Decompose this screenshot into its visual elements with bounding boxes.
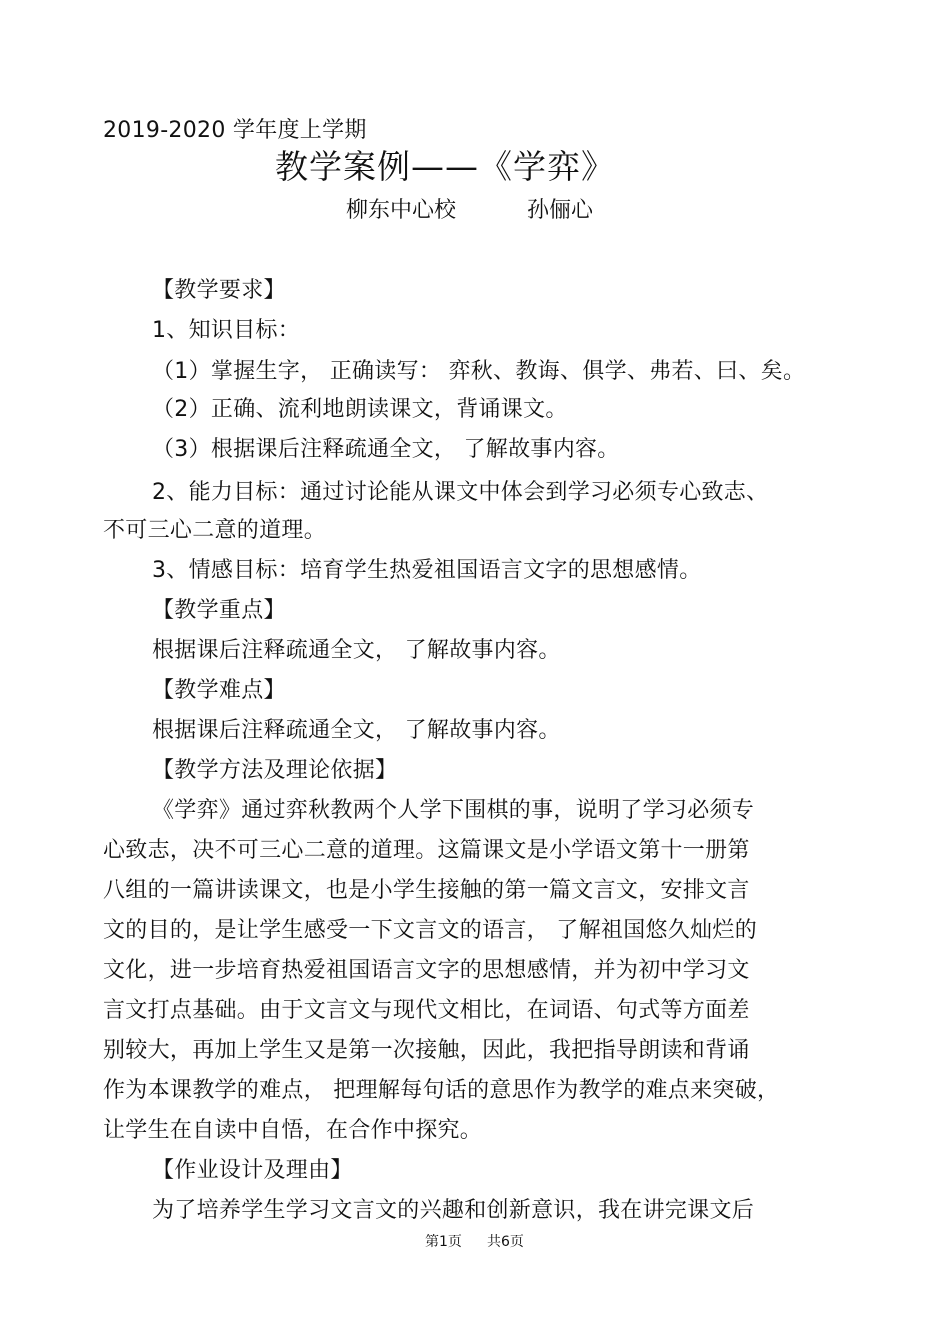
paragraph-line: 不可三心二意的道理。 <box>103 518 327 543</box>
school-year: 2019-2020 学年度上学期 <box>103 118 367 143</box>
document-title: 教学案例——《学弈》 <box>275 147 615 186</box>
author-name: 孙俪心 <box>527 198 594 223</box>
school-name: 柳东中心校 <box>346 198 457 223</box>
paragraph-line: （2）正确、流利地朗读课文，背诵课文。 <box>152 397 568 422</box>
paragraph-line: 3、情感目标：培育学生热爱祖国语言文字的思想感情。 <box>152 558 702 583</box>
paragraph-line: 作为本课教学的难点， 把理解每句话的意思作为教学的难点来突破， <box>103 1078 780 1103</box>
section-heading: 【教学重点】 <box>152 598 286 623</box>
paragraph-line: 言文打点基础。由于文言文与现代文相比，在词语、句式等方面差 <box>103 998 750 1023</box>
section-heading: 【教学要求】 <box>152 278 286 303</box>
section-heading: 【作业设计及理由】 <box>152 1158 353 1183</box>
paragraph-line: （3）根据课后注释疏通全文， 了解故事内容。 <box>152 437 620 462</box>
paragraph-line: 别较大，再加上学生又是第一次接触，因此，我把指导朗读和背诵 <box>103 1038 750 1063</box>
section-heading: 【教学难点】 <box>152 678 286 703</box>
page-total: 共6页 <box>487 1234 524 1250</box>
paragraph-line: 根据课后注释疏通全文， 了解故事内容。 <box>152 718 561 743</box>
paragraph-line: 文化，进一步培育热爱祖国语言文字的思想感情，并为初中学习文 <box>103 958 750 983</box>
paragraph-line: 心致志，决不可三心二意的道理。这篇课文是小学语文第十一册第 <box>103 838 750 863</box>
page-number: 第1页 <box>425 1234 462 1250</box>
paragraph-line: 1、知识目标： <box>152 318 301 343</box>
paragraph-line: 为了培养学生学习文言文的兴趣和创新意识，我在讲完课文后 <box>152 1198 755 1223</box>
paragraph-line: 《学弈》通过弈秋教两个人学下围棋的事，说明了学习必须专 <box>152 798 755 823</box>
paragraph-line: 让学生在自读中自悟，在合作中探究。 <box>103 1118 483 1143</box>
paragraph-line: 八组的一篇讲读课文，也是小学生接触的第一篇文言文，安排文言 <box>103 878 750 903</box>
section-heading: 【教学方法及理论依据】 <box>152 758 398 783</box>
paragraph-line: 根据课后注释疏通全文， 了解故事内容。 <box>152 638 561 663</box>
paragraph-line: 文的目的，是让学生感受一下文言文的语言， 了解祖国悠久灿烂的 <box>103 918 757 943</box>
paragraph-line: 2、能力目标：通过讨论能从课文中体会到学习必须专心致志、 <box>152 480 769 505</box>
paragraph-line: （1）掌握生字， 正确读写： 弈秋、教诲、俱学、弗若、曰、矣。 <box>152 359 806 384</box>
